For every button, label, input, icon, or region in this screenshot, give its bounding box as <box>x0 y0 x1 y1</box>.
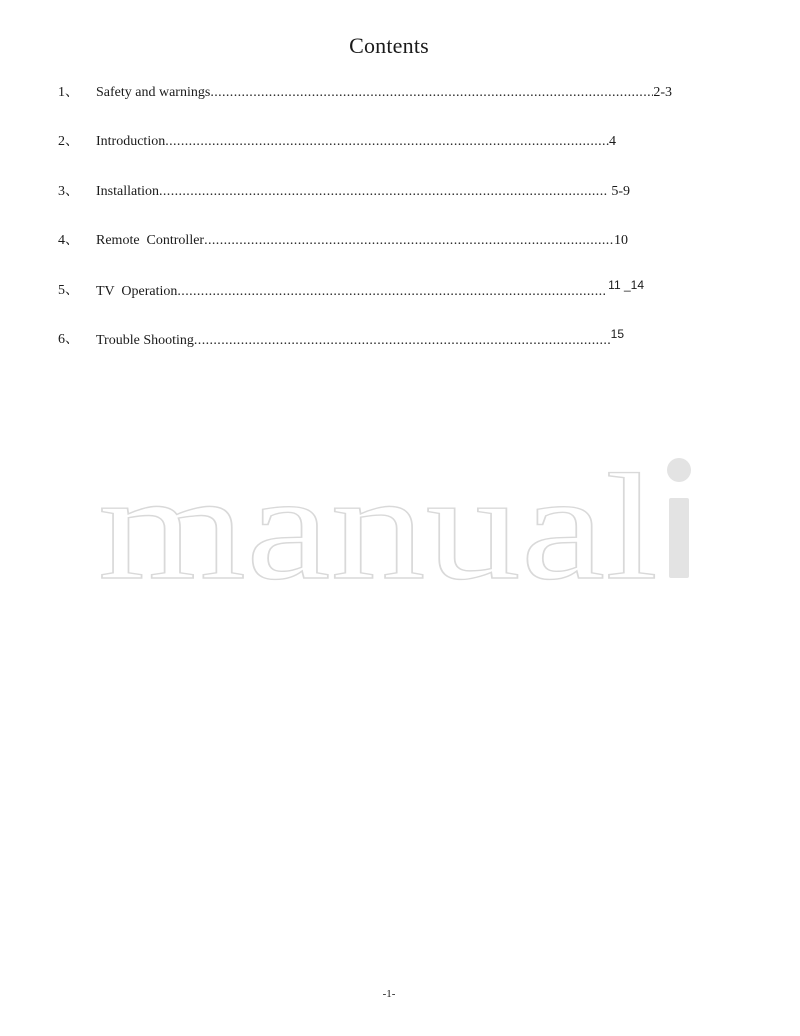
toc-dot-leader <box>177 281 604 303</box>
toc-dot-leader <box>204 230 614 252</box>
toc-entry-number: 3、 <box>58 184 79 199</box>
toc-entry-number: 5、 <box>58 283 79 298</box>
toc-entry-title: Safety and warnings <box>96 85 211 100</box>
toc-entry-body <box>96 280 644 303</box>
watermark-logo <box>98 452 698 586</box>
toc-dot-leader <box>194 330 611 352</box>
toc-entry-page: 4 <box>609 134 616 149</box>
toc-entry-title: TV Operation <box>96 284 178 299</box>
toc-entry-number: 4、 <box>58 233 79 248</box>
toc-entry-page: 2-3 <box>653 85 672 100</box>
toc-entry-body <box>96 131 616 153</box>
toc-entry-number: 2、 <box>58 134 79 149</box>
toc-entry-title: Trouble Shooting <box>96 333 194 348</box>
toc-dot-leader <box>165 131 609 153</box>
toc-entry-page: 11 _14 <box>604 280 644 292</box>
toc-entry-page: 15 <box>610 329 624 341</box>
toc-entry-page: 10 <box>614 233 628 248</box>
watermark-i-dot <box>667 458 691 482</box>
toc-entry-number: 6、 <box>58 332 79 347</box>
toc-dot-leader <box>210 82 653 104</box>
toc-entry-title: Installation <box>96 184 159 199</box>
toc-entry-page: 5-9 <box>607 184 630 199</box>
watermark-text: manual <box>98 452 658 586</box>
table-of-contents <box>0 80 800 370</box>
toc-entry-title: Introduction <box>96 134 166 149</box>
toc-dot-leader <box>159 181 608 203</box>
toc-entry-body <box>96 329 624 352</box>
toc-entry-body <box>96 82 672 104</box>
page-number: -1- <box>382 988 396 1000</box>
toc-entry-body <box>96 181 630 203</box>
toc-entry-number: 1、 <box>58 85 79 100</box>
toc-entry-title: Remote Controller <box>96 233 205 248</box>
toc-entry-body <box>96 230 628 252</box>
page-title: Contents <box>349 33 429 58</box>
watermark-i-stem <box>669 498 689 578</box>
